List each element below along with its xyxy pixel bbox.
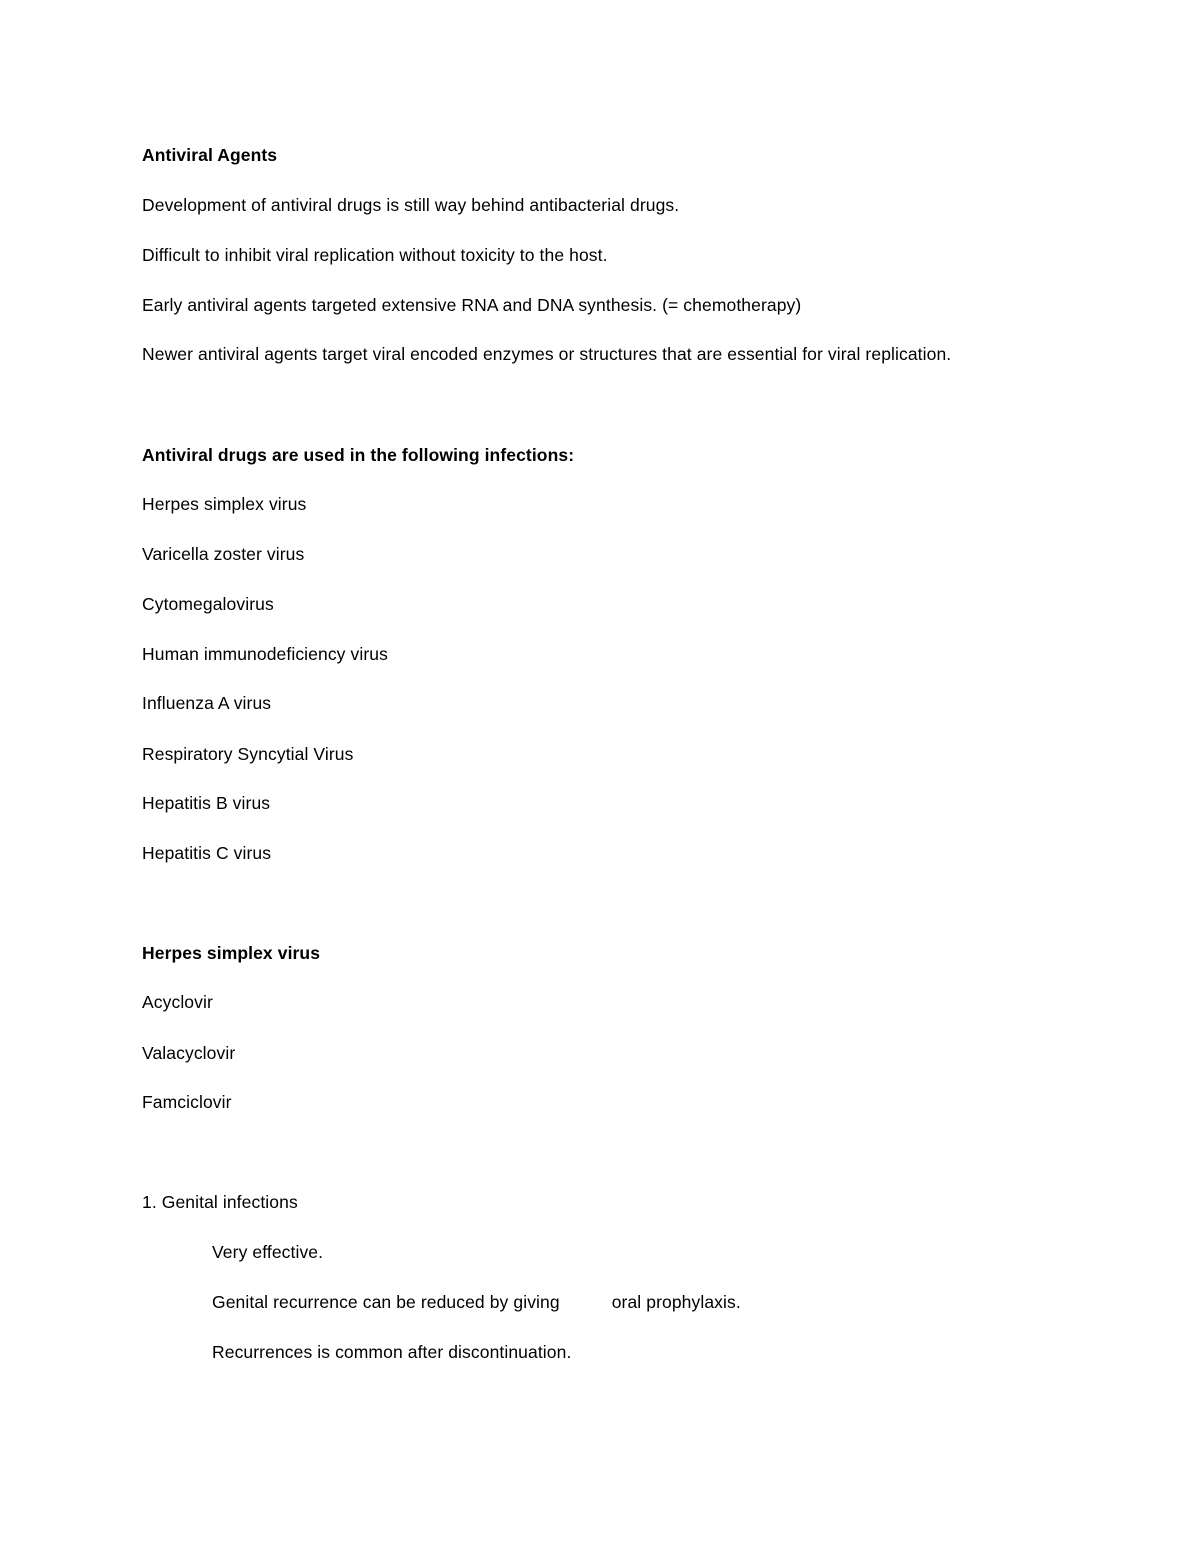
genital-point: [212, 1291, 741, 1313]
document-title: Antiviral Agents: [142, 145, 278, 165]
infection-item: Herpes simplex virus: [142, 494, 307, 514]
infection-item: Cytomegalovirus: [142, 594, 274, 614]
genital-point: Recurrences is common after discontinuation.: [212, 1342, 572, 1362]
hsv-drug-item: Famciclovir: [142, 1092, 232, 1112]
genital-point-part: oral prophylaxis.: [611, 1292, 741, 1312]
intro-paragraph: Early antiviral agents targeted extensive RNA and DNA synthesis. (= chemotherapy): [142, 295, 802, 315]
intro-paragraph: Development of antiviral drugs is still way behind antibacterial drugs.: [142, 195, 680, 215]
hsv-heading: Herpes simplex virus: [142, 943, 321, 963]
infection-item: Hepatitis B virus: [142, 793, 271, 813]
infection-item: Human immunodeficiency virus: [142, 644, 388, 664]
genital-point: Very effective.: [212, 1242, 324, 1262]
infection-item: Varicella zoster virus: [142, 544, 305, 564]
intro-paragraph: Newer antiviral agents target viral encoded enzymes or structures that are essential for viral replication.: [142, 344, 952, 364]
infection-item: Hepatitis C virus: [142, 843, 272, 863]
genital-heading: 1. Genital infections: [142, 1192, 298, 1212]
infection-item: Respiratory Syncytial Virus: [142, 744, 354, 764]
infection-item: Influenza A virus: [142, 693, 272, 713]
genital-point-part: Genital recurrence can be reduced by giving: [212, 1292, 560, 1312]
infections-heading: Antiviral drugs are used in the following infections:: [142, 445, 575, 465]
hsv-drug-item: Acyclovir: [142, 992, 213, 1012]
intro-paragraph: Difficult to inhibit viral replication without toxicity to the host.: [142, 245, 608, 265]
hsv-drug-item: Valacyclovir: [142, 1043, 236, 1063]
